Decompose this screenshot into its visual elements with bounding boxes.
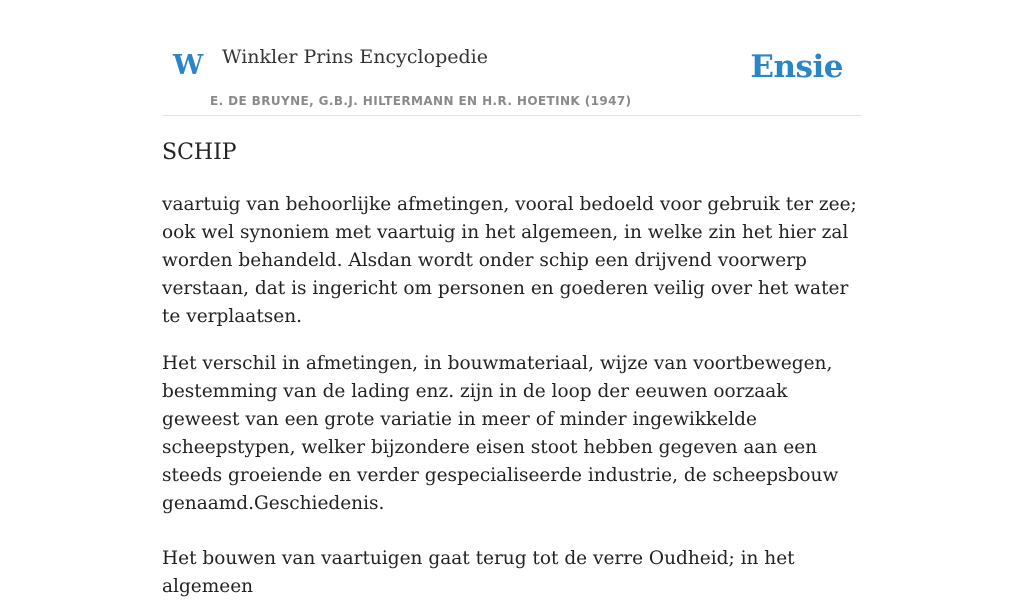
authors-line: E. DE BRUYNE, G.B.J. HILTERMANN EN H.R. HOETINK (1947) bbox=[210, 94, 632, 108]
source-title-link[interactable]: Winkler Prins Encyclopedie bbox=[222, 46, 488, 68]
entry-paragraph: Het bouwen van vaartuigen gaat terug tot de verre Oudheid; in het algemeen bbox=[162, 548, 795, 598]
entry-title: SCHIP bbox=[162, 140, 237, 165]
article-page bbox=[162, 0, 862, 598]
source-logo-icon[interactable]: W bbox=[173, 50, 204, 81]
ensie-logo[interactable]: Ensie bbox=[750, 49, 843, 85]
entry-paragraph: Het verschil in afmetingen, in bouwmateriaal, wijze van voortbewegen, bestemming van de lading enz. zijn in de loop der eeuwen oorzaak geweest van een grote variatie in meer of minder ingewikkelde scheepstypen, welker bijzondere eisen stoot hebben gegeven aan een steeds groeiende en verder gespecialiseerde industrie, de scheepsbouw genaamd.Geschiedenis. bbox=[162, 353, 839, 515]
entry-paragraph: vaartuig van behoorlijke afmetingen, vooral bedoeld voor gebruik ter zee; ook wel synoniem met vaartuig in het algemeen, in welke zin het hier zal worden behandeld. Alsdan wordt onder schip een drijvend voorwerp verstaan, dat is ingericht om personen en goederen veilig over het water te verplaatsen. bbox=[162, 194, 857, 328]
page-header bbox=[162, 0, 862, 116]
